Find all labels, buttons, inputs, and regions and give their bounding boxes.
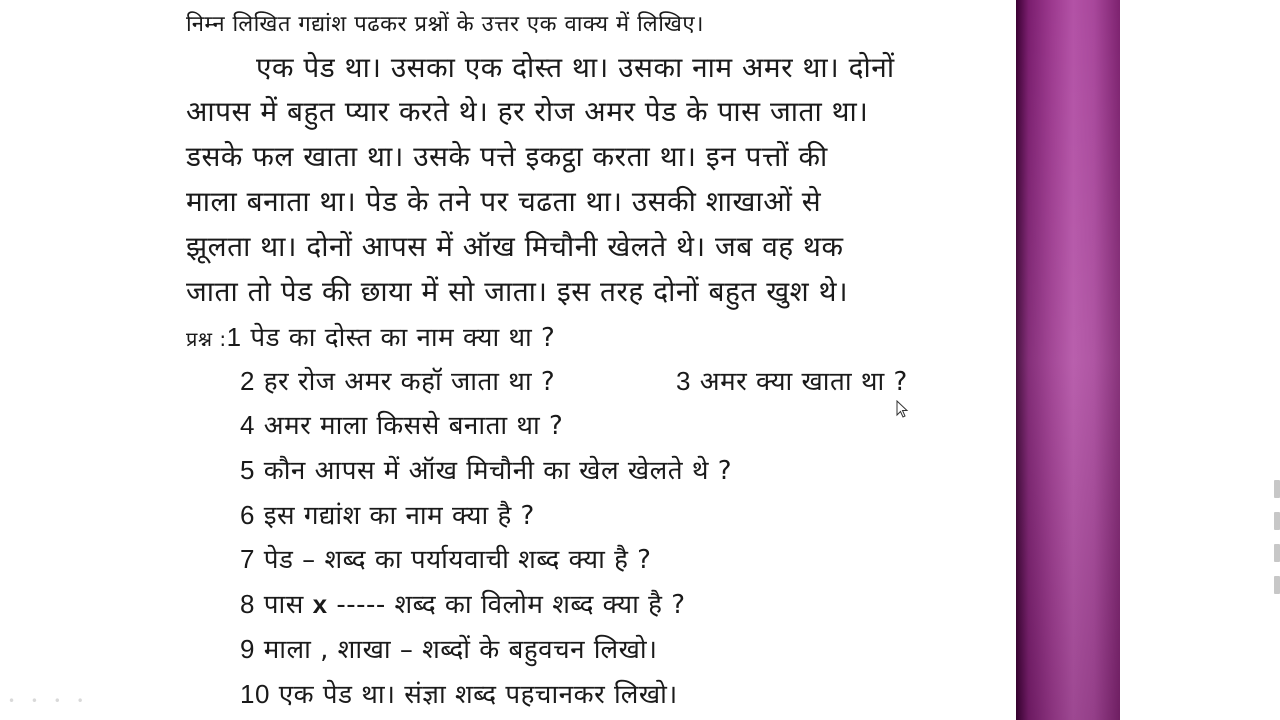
- passage-line: आपस में बहुत प्यार करते थे। हर रोज अमर पेड के पास जाता था।: [186, 95, 869, 128]
- left-margin: [0, 0, 160, 720]
- decorative-side-panel: [1016, 0, 1120, 720]
- question-4: [240, 406, 563, 442]
- question-3: [676, 362, 908, 398]
- mouse-pointer-icon: [896, 400, 910, 420]
- question-text: अमर माला किससे बनाता था ?: [263, 411, 564, 441]
- question-2: [240, 362, 555, 398]
- scrollbar[interactable]: [1272, 470, 1280, 630]
- question-text: अमर क्या खाता था ?: [699, 367, 908, 397]
- question-6: [240, 496, 535, 532]
- passage-line: डसके फल खाता था। उसके पत्ते इकट्ठा करता था। इन पत्तों की: [186, 140, 828, 173]
- question-text: पेड – शब्द का पर्यायवाची शब्द क्या है ?: [263, 545, 652, 575]
- question-number: 3: [676, 366, 691, 396]
- cross-mark: x: [312, 589, 328, 619]
- question-number: 2: [240, 366, 255, 396]
- question-1: [186, 318, 555, 354]
- question-number: 6: [240, 500, 255, 530]
- question-7: [240, 540, 651, 576]
- scroll-tick: [1274, 576, 1280, 594]
- question-text: माला , शाखा – शब्दों के बहुवचन लिखो।: [263, 635, 658, 665]
- question-number: 5: [240, 455, 255, 485]
- passage-line: झूलता था। दोनों आपस में ऑख मिचौनी खेलते थे। जब वह थक: [186, 230, 844, 263]
- question-text: कौन आपस में ऑख मिचौनी का खेल खेलते थे ?: [263, 456, 732, 486]
- question-text: हर रोज अमर कहॉ जाता था ?: [263, 367, 556, 397]
- question-word: पास: [263, 590, 304, 620]
- question-9: [240, 630, 658, 666]
- document-page: [160, 0, 1016, 720]
- panel-sheen: [1016, 0, 1120, 720]
- question-5: [240, 451, 732, 487]
- question-8: [240, 585, 686, 621]
- scroll-tick: [1274, 544, 1280, 562]
- instruction-heading: निम्न लिखित गद्यांश पढकर प्रश्नों के उत्तर एक वाक्य में लिखिए।: [186, 12, 704, 37]
- question-text: इस गद्यांश का नाम क्या है ?: [263, 501, 535, 531]
- scroll-tick: [1274, 480, 1280, 498]
- passage-line: जाता तो पेड की छाया में सो जाता। इस तरह दोनों बहुत खुश थे।: [186, 275, 849, 308]
- question-number: 7: [240, 544, 255, 574]
- question-text: एक पेड था। संज्ञा शब्द पहचानकर लिखो।: [278, 680, 678, 710]
- question-number: 4: [240, 410, 255, 440]
- right-margin: [1120, 0, 1280, 720]
- question-label: प्रश्न :: [186, 327, 227, 351]
- question-number: 9: [240, 634, 255, 664]
- question-number: 10: [240, 679, 270, 709]
- question-number: 8: [240, 589, 255, 619]
- question-text: पेड का दोस्त का नाम क्या था ?: [250, 323, 556, 353]
- slide-nav-dots: • • • •: [8, 694, 90, 708]
- scroll-tick: [1274, 512, 1280, 530]
- question-10: [240, 675, 678, 711]
- question-number: 1: [226, 322, 242, 352]
- passage-line: एक पेड था। उसका एक दोस्त था। उसका नाम अमर था। दोनों: [256, 51, 895, 84]
- passage-line: माला बनाता था। पेड के तने पर चढता था। उसकी शाखाओं से: [186, 185, 822, 218]
- question-text: ----- शब्द का विलोम शब्द क्या है ?: [336, 590, 686, 620]
